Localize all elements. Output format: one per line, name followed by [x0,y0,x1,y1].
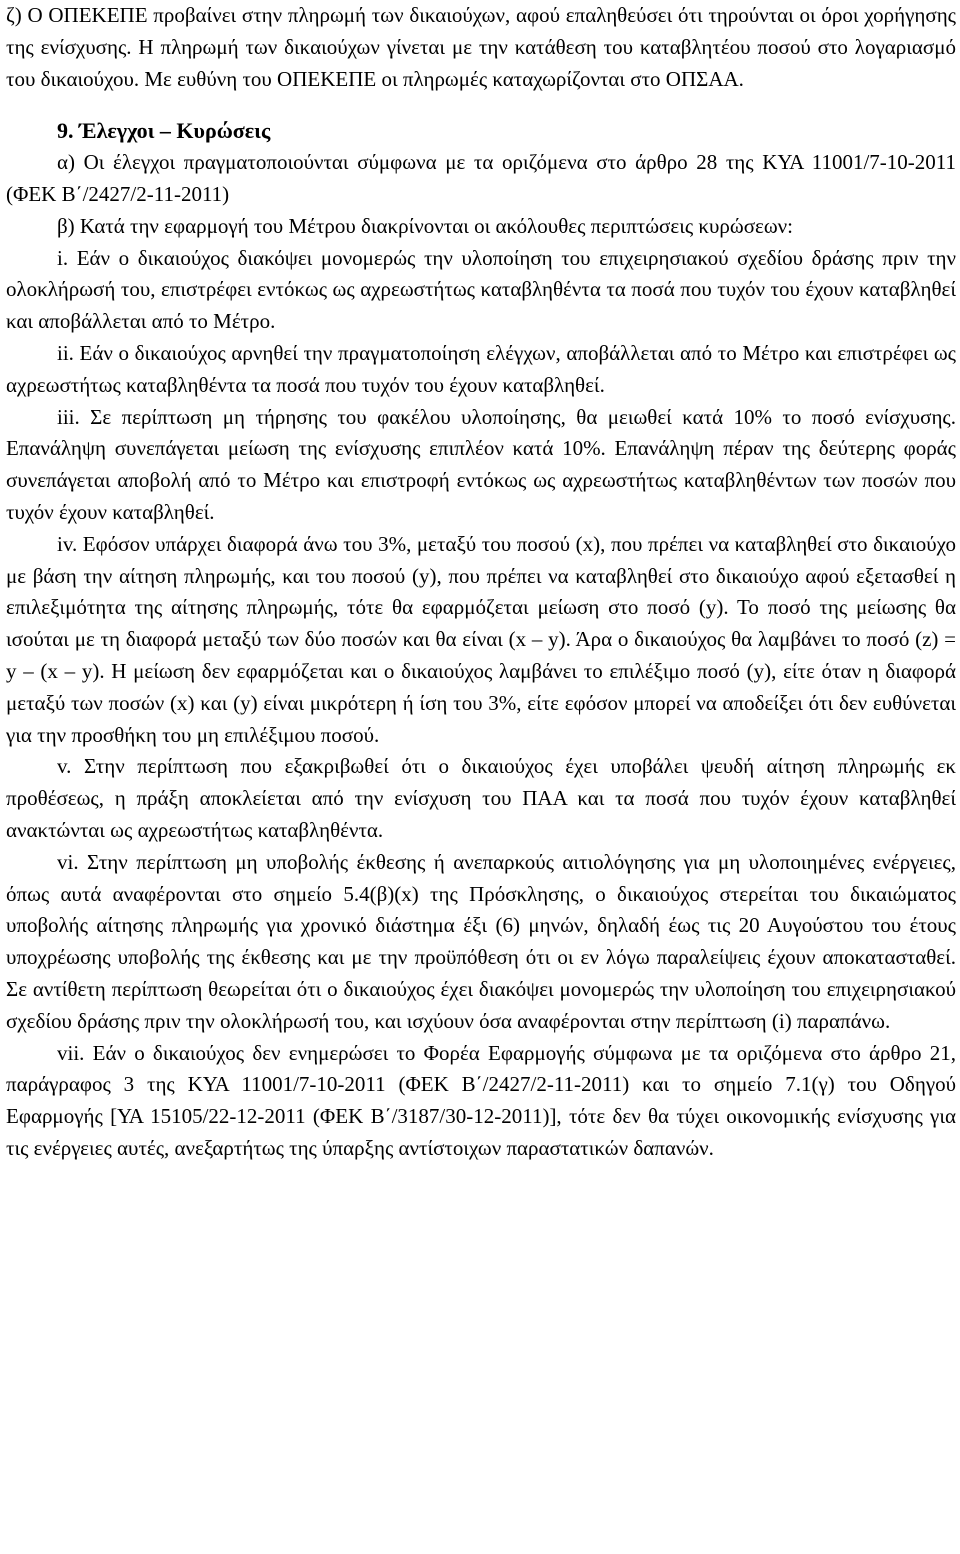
section-number: 9. [57,118,74,144]
section-heading [6,115,956,147]
paragraph-beta: β) Κατά την εφαρμογή του Μέτρου διακρίνονται οι ακόλουθες περιπτώσεις κυρώσεων: [57,213,793,238]
case-iii: iii. Σε περίπτωση μη τήρησης του φακέλου υλοποίησης, θα μειωθεί κατά 10% το ποσό ενίσχυσης. Επανάληψη συνεπάγεται μείωση της ενίσχυσης επιπλέον κατά 10%. Επανάληψη πέραν της δεύτερης φοράς συνεπάγεται αποβολή από το Μέτρο και επιστροφή εντόκως ως αχρεωστήτως καταβληθέντων των ποσών που τυχόν έχουν καταβληθεί. [6,404,956,524]
paragraph-alpha: α) Οι έλεγχοι πραγματοποιούνται σύμφωνα με τα οριζόμενα στο άρθρο 28 της ΚΥΑ 11001/7-10-2011 (ΦΕΚ Β΄/2427/2-11-2011) [6,150,956,206]
section-title: Έλεγχοι – Κυρώσεις [79,118,271,144]
case-v: v. Στην περίπτωση που εξακριβωθεί ότι ο δικαιούχος έχει υποβάλει ψευδή αίτηση πληρωμής εκ προθέσεως, η πράξη αποκλείεται από την ενίσχυση του ΠΑΑ και τα ποσά που τυχόν έχουν καταβληθεί ανακτώνται ως αχρεωστήτως καταβληθέντα. [6,754,956,842]
case-i: i. Εάν ο δικαιούχος διακόψει μονομερώς την υλοποίηση του επιχειρησιακού σχεδίου δράσης πριν την ολοκλήρωσή του, επιστρέφει εντόκως ως αχρεωστήτως καταβληθέντα τα ποσά που τυχόν του έχουν καταβληθεί και αποβάλλεται από το Μέτρο. [6,245,956,334]
case-iv: iv. Εφόσον υπάρχει διαφορά άνω του 3%, μεταξύ του ποσού (x), που πρέπει να καταβληθεί στο δικαιούχο με βάση την αίτηση πληρωμής, και του ποσού (y), που πρέπει να καταβληθεί στο δικαιούχο αφού εξετασθεί η επιλεξιμότητα της αίτησης πληρωμής, τότε θα εφαρμόζεται μείωση στο ποσό (y). Το ποσό της μείωσης θα ισούται με τη διαφορά μεταξύ των δύο ποσών και θα είναι (x – y). Άρα ο δικαιούχος θα λαμβάνει το ποσό (z) = y – (x – y). Η μείωση δεν εφαρμόζεται και ο δικαιούχος λαμβάνει το επιλέξιμο ποσό (y), είτε όταν η διαφορά μεταξύ των ποσών (x) και (y) είναι μικρότερη ή ίση του 3%, είτε εφόσον μπορεί να αποδείξει ότι δεν ευθύνεται για την προσθήκη του μη επιλέξιμου ποσού. [6,531,956,747]
document-page [6,0,956,1165]
case-vi: vi. Στην περίπτωση μη υποβολής έκθεσης ή ανεπαρκούς αιτιολόγησης για μη υλοποιημένες ενέργειες, όπως αυτά αναφέρονται στο σημείο 5.4(β)(x) της Πρόσκλησης, ο δικαιούχος στερείται του δικαιώματος υποβολής αίτησης πληρωμής για χρονικό διάστημα έξι (6) μηνών, δηλαδή έως τις 20 Αυγούστου του έτους υποχρέωσης υποβολής της έκθεσης και με την προϋπόθεση ότι οι εν λόγω παραλείψεις έχουν αποκατασταθεί. Σε αντίθετη περίπτωση θεωρείται ότι ο δικαιούχος έχει διακόψει μονομερώς την υλοποίηση του επιχειρησιακού σχεδίου δράσης πριν την ολοκλήρωσή του, και ισχύουν όσα αναφέρονται στην περίπτωση (i) παραπάνω. [6,849,956,1033]
case-ii: ii. Εάν ο δικαιούχος αρνηθεί την πραγματοποίηση ελέγχων, αποβάλλεται από το Μέτρο και επιστρέφει ως αχρεωστήτως καταβληθέντα τα ποσά που τυχόν του έχουν καταβληθεί. [6,340,956,397]
case-vii: vii. Εάν ο δικαιούχος δεν ενημερώσει το Φορέα Εφαρμογής σύμφωνα με τα οριζόμενα στο άρθρο 21, παράγραφος 3 της ΚΥΑ 11001/7-10-2011 (ΦΕΚ Β΄/2427/2-11-2011) και το σημείο 7.1(γ) του Οδηγού Εφαρμογής [ΥΑ 15105/22-12-2011 (ΦΕΚ Β΄/3187/30-12-2011)], τότε δεν θα τύχει οικονομικής ενίσχυσης για τις ενέργειες αυτές, ανεξαρτήτως της ύπαρξης αντίστοιχων παραστατικών δαπανών. [6,1040,956,1160]
intro-paragraph: ζ) Ο ΟΠΕΚΕΠΕ προβαίνει στην πληρωμή των δικαιούχων, αφού επαληθεύσει ότι τηρούνται οι όροι χορήγησης της ενίσχυσης. Η πληρωμή των δικαιούχων γίνεται με την κατάθεση του καταβλητέου ποσού στο λογαριασμό του δικαιούχου. Με ευθύνη του ΟΠΕΚΕΠΕ οι πληρωμές καταχωρίζονται στο ΟΠΣΑΑ. [6,3,956,91]
